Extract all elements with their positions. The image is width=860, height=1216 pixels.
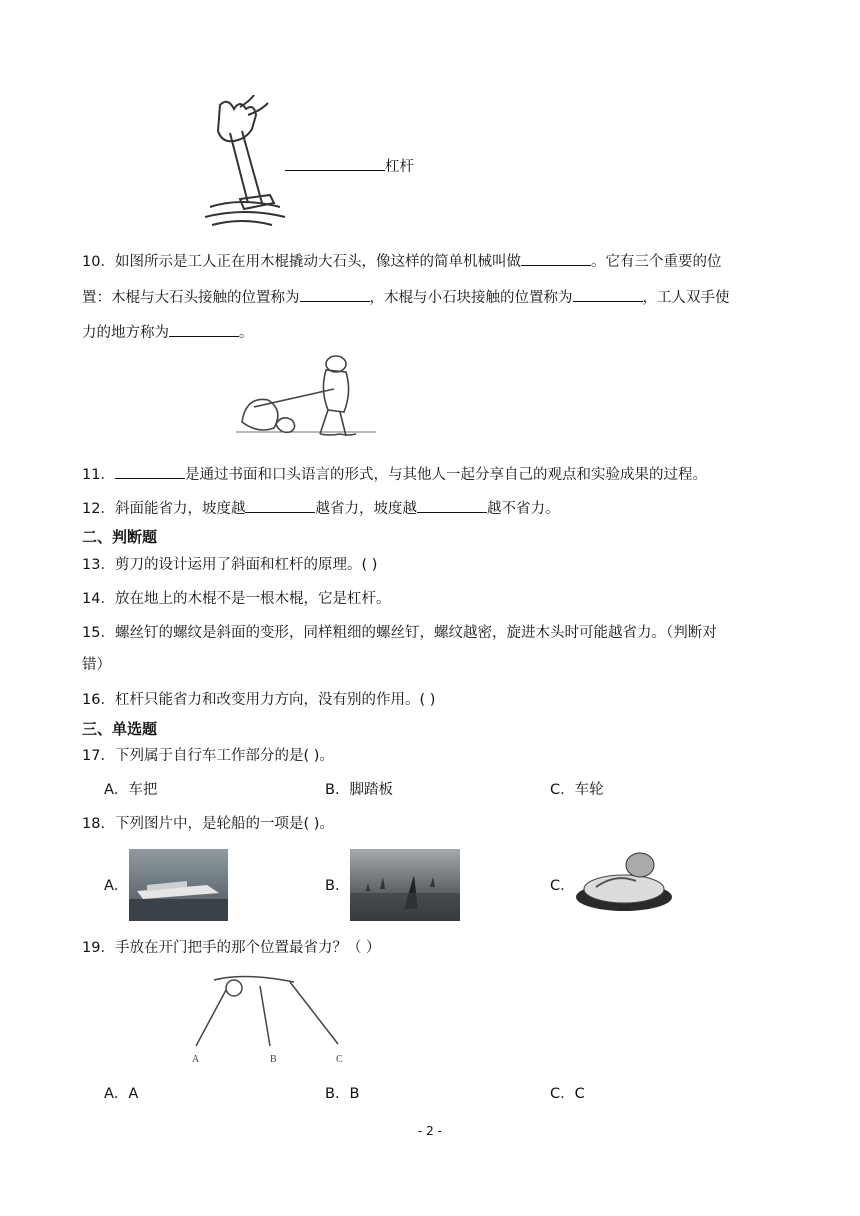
worker-prying-rock-illustration (236, 352, 386, 438)
q9-blank[interactable] (285, 156, 385, 171)
q19-option-b[interactable]: B．B (325, 1086, 360, 1102)
q12-text: 斜面能省力，坡度越 (114, 501, 246, 517)
q14-line (82, 589, 390, 609)
q11-text: 是通过书面和口头语言的形式，与其他人一起分享自己的观点和实验成果的过程。 (184, 467, 707, 483)
q10-blank-3[interactable] (573, 287, 643, 302)
section-heading-single-choice: 三、单选题 (82, 720, 158, 738)
door-handle-illustration (190, 970, 360, 1070)
q19-text: 手放在开门把手的那个位置最省力？（ ） (114, 940, 381, 956)
q12-number: 12． (82, 501, 115, 517)
q13-number: 13． (82, 557, 115, 573)
q11-number: 11． (82, 467, 115, 483)
door-handle-label-a: A (192, 1054, 200, 1065)
q10-text: 如图所示是工人正在用木棍撬动大石头，像这样的简单机械叫做 (114, 254, 521, 270)
q15-line2 (82, 655, 111, 675)
q16-line (82, 690, 435, 710)
q16-text: 杠杆只能省力和改变用力方向，没有别的作用。( ) (114, 692, 436, 708)
q19-option-a[interactable]: A．A (104, 1086, 139, 1102)
q15-text: 错） (82, 657, 111, 673)
q13-line (82, 555, 377, 575)
q17-option-b[interactable]: B．脚踏板 (325, 782, 393, 798)
sailboats-photo[interactable] (350, 849, 460, 921)
q18-text: 下列图片中，是轮船的一项是( )。 (114, 816, 334, 832)
q18-option-c[interactable]: C． (550, 878, 575, 894)
q14-number: 14． (82, 591, 115, 607)
q10-text: ，木棍与小石块接触的位置称为 (369, 290, 573, 306)
q12-text: 越不省力。 (486, 501, 560, 517)
q12-text: 越省力，坡度越 (315, 501, 417, 517)
q10-blank-2[interactable] (300, 287, 370, 302)
q18-number: 18． (82, 816, 115, 832)
q9-answer (285, 156, 414, 177)
q10-line3 (82, 322, 254, 343)
q15-number: 15． (82, 625, 115, 641)
ship-photo[interactable] (129, 849, 228, 921)
q10-text: 力的地方称为 (82, 325, 169, 341)
q10-line1 (82, 251, 721, 272)
q10-blank-1[interactable] (521, 251, 591, 266)
q18-option-a[interactable]: A． (104, 878, 129, 894)
q17-option-a[interactable]: A．车把 (104, 782, 158, 798)
lever-hand-illustration (200, 95, 290, 235)
q9-label: 杠杆 (385, 159, 414, 175)
q12-line (82, 498, 559, 519)
q10-text: 置：木棍与大石头接触的位置称为 (82, 290, 300, 306)
q10-number: 10． (82, 254, 115, 270)
q17-number: 17． (82, 748, 115, 764)
q10-line2 (82, 287, 730, 308)
q13-text: 剪刀的设计运用了斜面和杠杆的原理。( ) (114, 557, 378, 573)
q11-line (82, 464, 707, 485)
section-heading-judgement: 二、判断题 (82, 528, 158, 546)
q15-line1 (82, 623, 717, 643)
q18-option-b[interactable]: B． (325, 878, 350, 894)
hovercraft-photo[interactable] (574, 847, 674, 915)
q12-blank-1[interactable] (245, 498, 315, 513)
q19-number: 19． (82, 940, 115, 956)
q10-text: 。它有三个重要的位 (590, 254, 722, 270)
q16-number: 16． (82, 692, 115, 708)
q15-text: 螺丝钉的螺纹是斜面的变形，同样粗细的螺丝钉，螺纹越密，旋进木头时可能越省力。（判断对 (114, 625, 717, 641)
q11-blank[interactable] (115, 464, 185, 479)
q18-line (82, 814, 334, 834)
q10-text: 。 (239, 325, 254, 341)
q12-blank-2[interactable] (417, 498, 487, 513)
q14-text: 放在地上的木棍不是一根木棍，它是杠杆。 (114, 591, 391, 607)
door-handle-label-b: B (270, 1054, 277, 1065)
q17-option-c[interactable]: C．车轮 (550, 782, 604, 798)
q10-blank-4[interactable] (169, 322, 239, 337)
q10-text: ，工人双手使 (642, 290, 730, 306)
door-handle-label-c: C (336, 1054, 343, 1065)
q19-option-c[interactable]: C．C (550, 1086, 585, 1102)
q17-line (82, 746, 334, 766)
q17-text: 下列属于自行车工作部分的是( )。 (114, 748, 334, 764)
q19-line (82, 938, 381, 958)
page-number: - 2 - (418, 1124, 442, 1138)
